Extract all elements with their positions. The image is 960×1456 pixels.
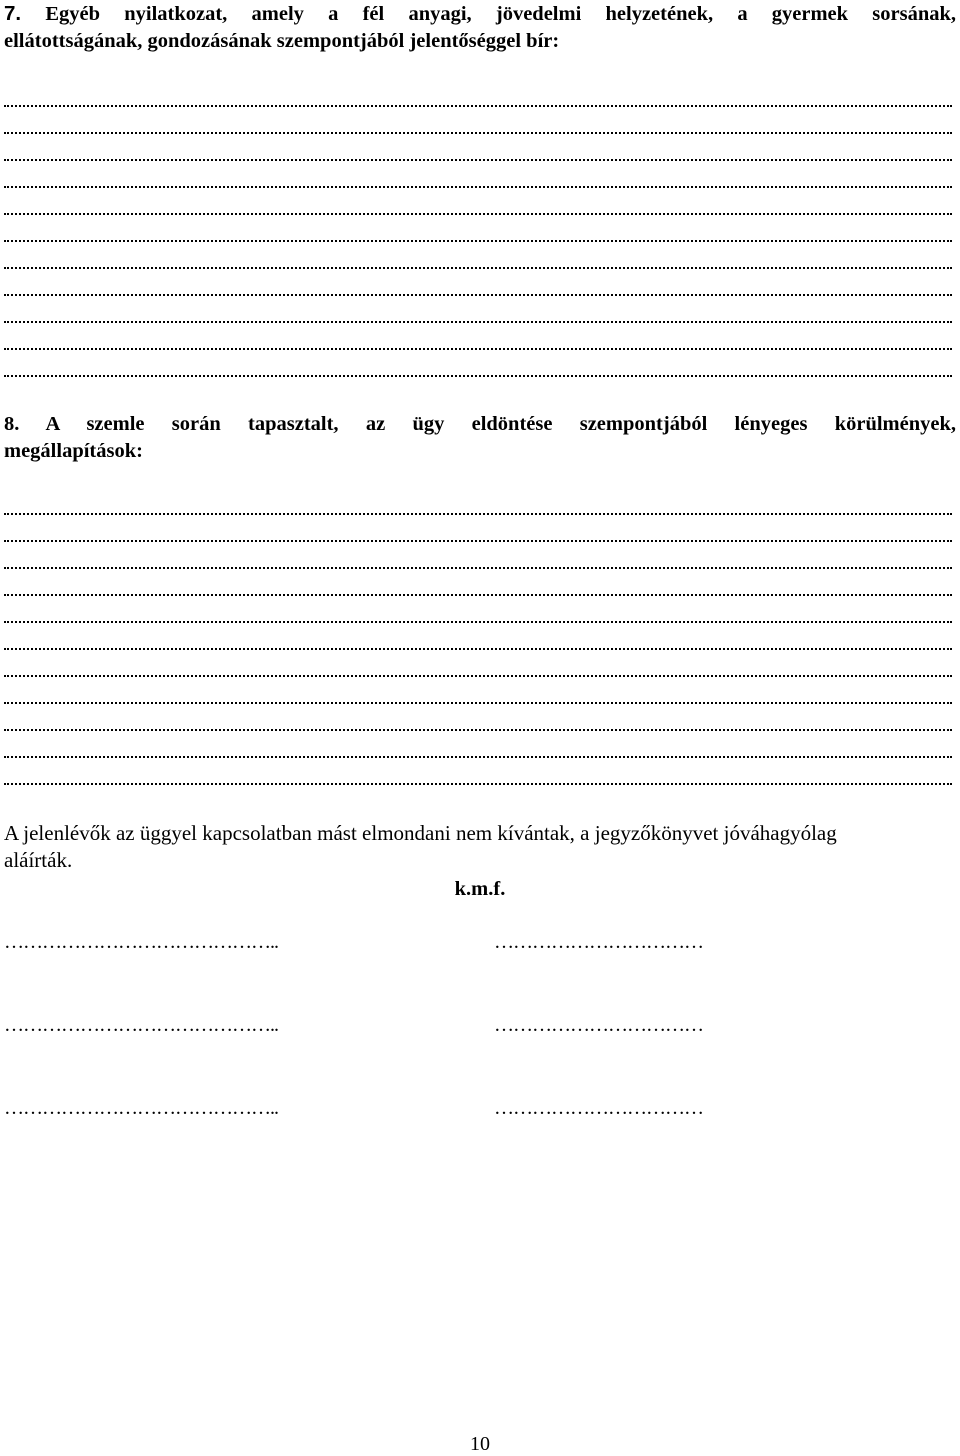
answer-line[interactable] bbox=[4, 704, 952, 731]
signature-line-left[interactable]: …………………………………….. bbox=[4, 1014, 278, 1036]
signature-line-right[interactable]: …………………………… bbox=[494, 931, 703, 953]
answer-line[interactable] bbox=[4, 623, 952, 650]
kmf-label: k.m.f. bbox=[454, 878, 506, 900]
answer-line[interactable] bbox=[4, 596, 952, 623]
answer-line[interactable] bbox=[4, 731, 952, 758]
signature-line-right[interactable]: …………………………… bbox=[494, 1097, 703, 1119]
section-8-title-line1: 8. A szemle során tapasztalt, az ügy eldöntése szempontjából lényeges körülmények, bbox=[4, 413, 956, 435]
answer-line[interactable] bbox=[4, 569, 952, 596]
section-7-number: 7. bbox=[4, 2, 22, 25]
signature-line-left[interactable]: …………………………………….. bbox=[4, 1097, 278, 1119]
answer-line[interactable] bbox=[4, 677, 952, 704]
answer-line[interactable] bbox=[4, 650, 952, 677]
section-8-title-line2: megállapítások: bbox=[4, 440, 143, 462]
closing-statement-line1: A jelenlévők az üggyel kapcsolatban mást elmondani nem kívántak, a jegyzőkönyvet jóváhagyólag bbox=[4, 821, 837, 845]
answer-line[interactable] bbox=[4, 542, 952, 569]
answer-line[interactable] bbox=[4, 242, 952, 269]
section-7-title-line2: ellátottságának, gondozásának szempontjából jelentőséggel bír: bbox=[4, 30, 560, 52]
signature-line-left[interactable]: …………………………………….. bbox=[4, 931, 278, 953]
closing-statement-line2: aláírták. bbox=[4, 848, 73, 872]
section-7-title-line1 bbox=[4, 2, 956, 26]
answer-line[interactable] bbox=[4, 134, 952, 161]
answer-line[interactable] bbox=[4, 269, 952, 296]
signature-line-right[interactable]: …………………………… bbox=[494, 1014, 703, 1036]
answer-line[interactable] bbox=[4, 515, 952, 542]
answer-line[interactable] bbox=[4, 488, 952, 515]
section-7-title-text: Egyéb nyilatkozat, amely a fél anyagi, jövedelmi helyzetének, a gyermek sorsának, bbox=[45, 3, 957, 25]
answer-line[interactable] bbox=[4, 758, 952, 785]
answer-line[interactable] bbox=[4, 188, 952, 215]
answer-line[interactable] bbox=[4, 161, 952, 188]
answer-line[interactable] bbox=[4, 107, 952, 134]
answer-line[interactable] bbox=[4, 215, 952, 242]
page-number: 10 bbox=[470, 1433, 490, 1455]
answer-line[interactable] bbox=[4, 296, 952, 323]
answer-line[interactable] bbox=[4, 80, 952, 107]
answer-line[interactable] bbox=[4, 350, 952, 377]
answer-line[interactable] bbox=[4, 323, 952, 350]
